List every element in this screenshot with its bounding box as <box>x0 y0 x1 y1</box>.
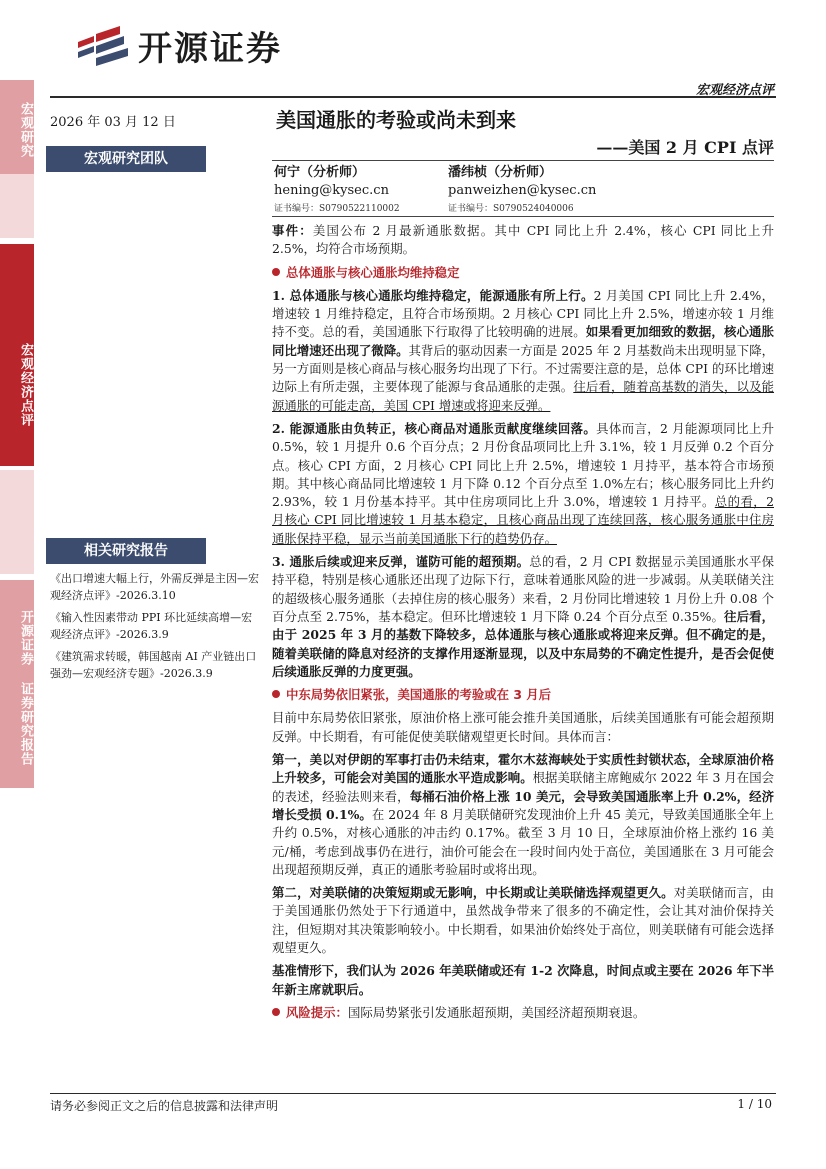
p3-emphasis: 往后看，由于 2025 年 3 月的基数下降较多，总体通胀与核心通胀或将迎来反弹。但不确定的是，随着美联储的降息对经济的支撑作用逐渐显现，以及中东局势的不确定性提升，是否会促使后续通胀反弹的力度更强。 <box>272 608 775 679</box>
p1-lead: 1. 总体通胀与核心通胀均维持稳定，能源通胀有所上行。 <box>272 287 594 303</box>
paragraph-7 <box>272 962 774 999</box>
analyst-cert: 证书编号：S0790522110002 <box>274 204 400 214</box>
p1-emphasis: 如果看更加细致的数据，核心通胀同比增速还出现了微降。 <box>272 324 775 358</box>
p3-lead: 3. 通胀后续或迎来反弹，谨防可能的超预期。 <box>272 554 530 570</box>
side-tab-macro-research: 宏观研究 <box>0 80 34 174</box>
paragraph-4: 目前中东局势依旧紧张，原油价格上涨可能会推升美国通胀，后续美国通胀有可能会超预期反弹。中长期看，有可能促使美联储观望更长时间。具体而言： <box>272 710 774 744</box>
p1-text-2: 其背后的驱动因素一方面是 2025 年 2 月基数尚未出现明显下降，另一方面则是核心商品与核心服务均出现了下行。不过需要注意的是，总体 CPI 的环比增速边际上有所走强，主要体现了能源与食品通胀的走强。 <box>272 342 775 395</box>
p5-text-2: 在 2024 年 8 月美联储研究发现油价上升 45 美元，导致美国通胀全年上升约 0.5%，对核心通胀的冲击约 0.17%。截至 3 月 10 日，全球原油价格上涨约 16 美元/桶，考虑到战事仍在进行，油价可能会在一段时间内处于高位，美国通胀在 3 月可能会出现超预期反弹，真正的通胀考验届时或将出现。 <box>272 806 774 877</box>
p1-text: 2 月美国 CPI 同比上升 2.4%，增速较 1 月维持稳定，且符合市场预期。2 月核心 CPI 同比上升 2.5%，增速亦较 1 月维持不变。总的看，美国通胀下行取得了比较明确的进展。 <box>272 287 774 340</box>
kysec-logo-icon <box>74 26 130 72</box>
section-heading <box>272 686 774 704</box>
analyst-email[interactable]: hening@kysec.cn <box>274 183 389 198</box>
analyst-card <box>448 164 596 218</box>
side-tab-spacer <box>0 174 34 238</box>
p2-text: 具体而言，2 月能源项同比上升 0.5%，较 1 月提升 0.6 个百分点；2 月份食品项同比上升 3.1%，较 1 月反弹 0.2 个百分点。核心 CPI 方面，2 月核心 CPI 同比上升 2.5%，增速较 1 月持平，基本符合市场预期。其中核心商品同比增速较 1 月下降 0.12 个百分点至 1.0%左右；核心服务同比上升约 2.93%，较 1 月份基本持平。其中住房项同比上升 3.0%，增速较 1 月持平。 <box>272 420 775 510</box>
analyst-cert: 证书编号：S0790524040006 <box>448 204 574 214</box>
related-reports-heading: 相关研究报告 <box>46 538 206 564</box>
analyst-divider <box>272 216 774 217</box>
risk-paragraph <box>272 1004 774 1022</box>
side-tab-spacer <box>0 470 34 574</box>
p3-text: 总的看，2 月 CPI 数据显示美国通胀水平保持平稳，特别是核心通胀还出现了边际下行，意味着通胀风险的进一步减弱。从美联储关注的超级核心服务通胀（去掉住房的核心服务）来看，2 月份同比增速较 1 月份上升 0.08 个百分点至 2.75%，基本稳定。但环比增速较 1 月下降 0.24 个百分点至 0.35%。 <box>272 554 774 624</box>
p5-lead: 第一，美以对伊朗的军事打击仍未结束，霍尔木兹海峡处于实质性封锁状态，全球原油价格上升较多，可能会对美国的通胀水平造成影响。 <box>272 752 774 786</box>
paragraph-3 <box>272 553 774 681</box>
report-date: 2026 年 03 月 12 日 <box>50 115 176 130</box>
page-number: 1 / 10 <box>737 1097 772 1111</box>
analyst-name: 何宁（分析师） <box>274 165 366 180</box>
paragraph-6 <box>272 884 774 957</box>
bullet-dot-icon <box>272 690 280 698</box>
paragraph-5 <box>272 751 774 879</box>
paragraph-1 <box>272 287 774 415</box>
side-tab-kysec-report: 开源证券 证券研究报告 <box>0 580 34 788</box>
related-reports-list <box>50 571 260 688</box>
report-title: 美国通胀的考验或尚未到来 <box>276 108 516 132</box>
p5-emphasis: 每桶石油价格上涨 10 美元，会导致美国通胀率上升 0.2%，经济增长受损 0.1%。 <box>272 788 775 822</box>
event-paragraph <box>272 222 774 259</box>
footer-disclaimer: 请务必参阅正文之后的信息披露和法律声明 <box>50 1099 279 1113</box>
risk-text: 国际局势紧张引发通胀超预期，美国经济超预期衰退。 <box>347 1004 646 1020</box>
section-heading <box>272 264 774 282</box>
footer-divider <box>50 1093 776 1094</box>
related-report-link[interactable]: 《输入性因素带动 PPI 环比延续高增—宏观经济点评》-2026.3.9 <box>50 611 253 641</box>
report-body <box>272 222 774 1027</box>
section-heading-text: 总体通胀与核心通胀均维持稳定 <box>286 264 460 280</box>
risk-label: 风险提示： <box>286 1004 348 1020</box>
doc-type-label: 宏观经济点评 <box>695 83 774 98</box>
bullet-dot-icon <box>272 268 280 276</box>
analyst-card <box>274 164 400 218</box>
p6-text: 对美联储而言，由于美国通胀仍然处于下行通道中，虽然战争带来了很多的不确定性，会让其对油价保持关注，但短期对其决策影响较小。中长期看，如果油价始终处于高位，则美联储有可能会选择观望更久。 <box>272 885 775 955</box>
p7-conclusion: 基准情形下，我们认为 2026 年美联储或还有 1-2 次降息，时间点或主要在 2026 年下半年新主席就职后。 <box>272 963 774 997</box>
p2-lead: 2. 能源通胀由负转正，核心商品对通胀贡献度继续回落。 <box>272 420 597 436</box>
report-subtitle: ——美国 2 月 CPI 点评 <box>596 138 774 157</box>
related-report-link[interactable]: 《出口增速大幅上行，外需反弹是主因—宏观经济点评》-2026.3.10 <box>50 572 259 602</box>
p5-text: 根据美联储主席鲍威尔 2022 年 3 月在国会的表述，经验法则来看， <box>272 770 775 804</box>
analyst-divider <box>272 160 774 161</box>
bullet-dot-icon <box>272 1008 280 1016</box>
section-heading-text: 中东局势依旧紧张，美国通胀的考验或在 3 月后 <box>286 687 552 703</box>
analyst-name: 潘纬桢（分析师） <box>448 165 553 180</box>
brand-name: 开源证券 <box>138 29 282 69</box>
team-label: 宏观研究团队 <box>46 146 206 172</box>
event-label: 事件： <box>272 223 313 238</box>
analyst-email[interactable]: panweizhen@kysec.cn <box>448 183 597 198</box>
p2-underlined: 总的看，2 月核心 CPI 同比增速较 1 月基本稳定，且核心商品出现了连续回落，核心服务通胀中住房通胀保持平稳，显示当前美国通胀下行的趋势仍存。 <box>272 494 774 546</box>
related-report-link[interactable]: 《建筑需求转暖，韩国越南 AI 产业链出口强劲—宏观经济专题》-2026.3.9 <box>50 650 257 680</box>
p1-underlined: 往后看，随着高基数的消失，以及能源通胀的可能走高，美国 CPI 增速或将迎来反弹。 <box>272 379 775 413</box>
event-text: 美国公布 2 月最新通胀数据。其中 CPI 同比上升 2.4%，核心 CPI 同比上升 2.5%，均符合市场预期。 <box>272 223 775 257</box>
side-tab-macro-commentary: 宏观经济点评 <box>0 244 34 466</box>
p6-lead: 第二，对美联储的决策短期或无影响，中长期或让美联储选择观望更久。 <box>272 885 674 901</box>
paragraph-2 <box>272 420 774 548</box>
header-divider <box>50 96 776 98</box>
